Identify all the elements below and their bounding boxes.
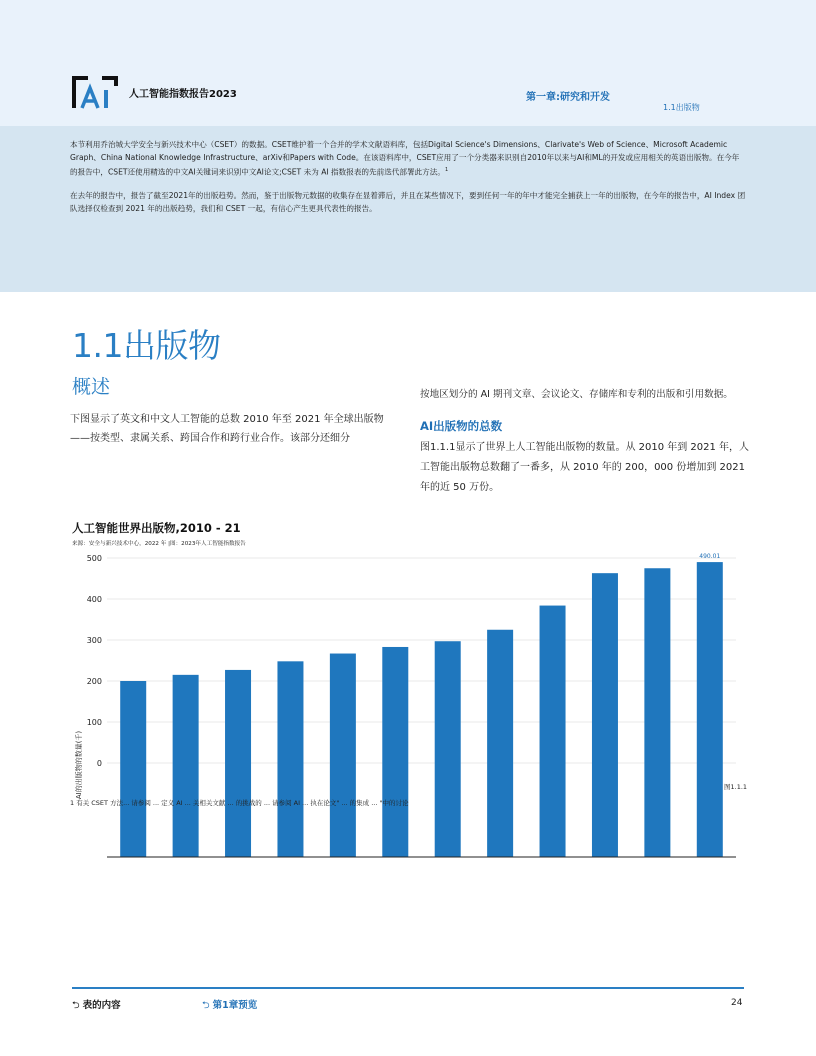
overview-text: 下图显示了英文和中文人工智能的总数 2010 年至 2021 年全球出版物——按类型、隶属关系、跨国合作和跨行业合作。该部分还细分 xyxy=(70,414,384,444)
bar-2010 xyxy=(120,681,146,857)
chapter-preview-link[interactable]: ⮌ 第1章预览 xyxy=(202,1000,258,1011)
chart-bars xyxy=(120,562,723,857)
subsection-heading: AI出版物的总数 xyxy=(420,419,503,433)
bar-2011 xyxy=(173,675,199,857)
intro-paragraph-1: 本节利用乔治城大学安全与新兴技术中心（CSET）的数据。CSET维护着一个合并的学术文献语料库，包括Digital Science's Dimensions、Clarivate's Web of Science、Microsoft Academic Graph、China National Knowledge Infrastructure、arXiv和Papers with Code。在该语料库中，CSET应用了一个分类器来识别自2010年以来与AI和ML的开发或应用相关的英语出版物。在今年的报告中，CSET还使用精选的中文AI关键词来识别中文AI论文;CSET 未为 AI 指数报表的先前迭代部署此方法。$^1$ xyxy=(70,140,740,177)
figure-label: 图1.1.1 xyxy=(724,783,748,791)
return-arrow-icon: ⮌ xyxy=(202,1000,210,1011)
publications-bar-chart xyxy=(60,545,750,863)
chart-title: 人工智能世界出版物,2010 - 21 xyxy=(72,521,241,535)
toc-link[interactable]: ⮌ 表的内容 xyxy=(72,1000,121,1011)
overview-continued-text: 按地区划分的 AI 期刊文章、会议论文、存储库和专利的出版和引用数据。 xyxy=(420,389,733,400)
subsection-text: 图1.1.1显示了世界上人工智能出版物的数量。从 2010 年到 2021 年，人工智能出版物总数翻了一番多，从 2010 年的 200，000 份增加到 2021 年的近 50 万份。 xyxy=(420,442,750,493)
bar-2017 xyxy=(487,630,513,857)
chart-footnote: 1 有关 CSET 方法... 请参阅 ... 定义 AI ... 关相关文献 ... 的挑战的 ... 请参阅 AI ... 执在论文" ... 的集成 ... "中的讨论 xyxy=(70,799,409,807)
bar-2012 xyxy=(225,670,251,857)
bar-2018 xyxy=(540,606,566,857)
report-title: 人工智能指数报告2023 xyxy=(129,89,237,100)
chart-grid xyxy=(107,558,736,763)
y-tick-label: 0 xyxy=(96,759,102,768)
bar-2014 xyxy=(330,654,356,857)
overview-heading: 概述 xyxy=(72,376,111,398)
bar-2019 xyxy=(592,573,618,857)
bar-2013 xyxy=(277,661,303,857)
bar-2021 xyxy=(697,562,723,857)
y-tick-label: 400 xyxy=(86,595,102,604)
top-bar-data-label: 490.01 xyxy=(699,553,721,561)
section-tag[interactable]: 1.1出版物 xyxy=(663,103,700,112)
intro-paragraph-2: 在去年的报告中，报告了截至2021年的出版趋势。然而，鉴于出版物元数据的收集存在显着滞后，并且在某些情况下，要到任何一年的年中才能完全捕获上一年的出版物，在今年的报告中，AI Index 团队选择仅检查到 2021 年的出版趋势，我们和 CSET 一起，有信心产生更具代表性的报告。 xyxy=(70,191,746,213)
y-tick-label: 500 xyxy=(86,554,102,563)
footer-rule xyxy=(72,987,744,989)
ai-index-logo xyxy=(72,72,118,110)
section-heading: 1.1出版物 xyxy=(72,326,221,365)
bar-2016 xyxy=(435,641,461,857)
return-arrow-icon: ⮌ xyxy=(72,1000,80,1011)
page-number: 24 xyxy=(731,998,743,1008)
y-tick-label: 300 xyxy=(86,636,102,645)
bar-2020 xyxy=(644,568,670,857)
y-tick-label: 100 xyxy=(86,718,102,727)
chart-source: 来源：安全与新兴技术中心，2022 年 |图：2023年人工智能指数报告 xyxy=(72,541,246,547)
footnote-ref[interactable]: 1 xyxy=(444,167,449,173)
y-tick-label: 200 xyxy=(86,677,102,686)
y-axis-label: AI的出版物的数量(千) xyxy=(75,730,83,800)
y-tick-labels xyxy=(87,554,102,768)
chapter-title[interactable]: 第一章:研究和开发 xyxy=(526,92,610,103)
bar-2015 xyxy=(382,647,408,857)
